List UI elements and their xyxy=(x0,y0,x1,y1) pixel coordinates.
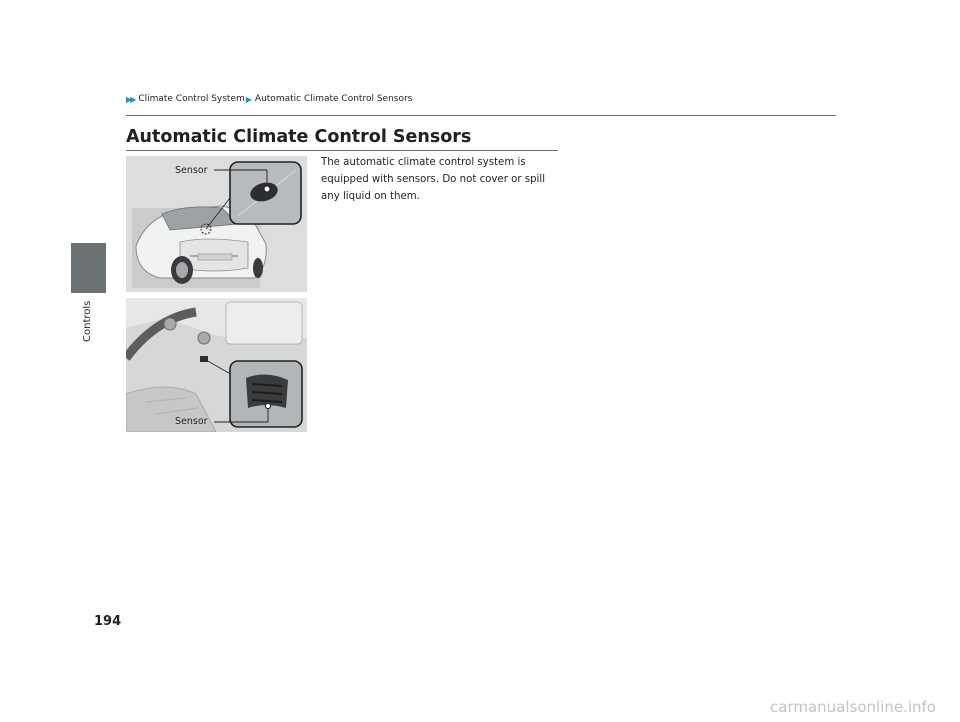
breadcrumb xyxy=(126,94,412,104)
title-divider xyxy=(126,150,558,151)
header-divider xyxy=(126,115,836,116)
page-title: Automatic Climate Control Sensors xyxy=(126,127,472,147)
car-exterior-figure xyxy=(126,156,307,292)
page-number: 194 xyxy=(94,614,122,629)
car-sensor-illustration xyxy=(126,156,307,292)
dashboard-interior-figure xyxy=(126,298,307,432)
section-tab xyxy=(71,243,106,293)
double-arrow-icon: ▶▶ xyxy=(126,94,135,104)
section-label: Controls xyxy=(82,300,93,342)
arrow-icon: ▶ xyxy=(245,94,252,104)
breadcrumb-item-climate-control-system[interactable]: Climate Control System xyxy=(138,94,245,104)
watermark: carmanualsonline.info xyxy=(770,698,936,716)
body-text: The automatic climate control system is equipped with sensors. Do not cover or spill any liquid on them. xyxy=(321,157,546,202)
sensor-label-top: Sensor xyxy=(175,165,208,176)
dashboard-sensor-illustration xyxy=(126,298,307,432)
sensor-label-bottom: Sensor xyxy=(175,416,208,427)
breadcrumb-item-automatic-sensors[interactable]: Automatic Climate Control Sensors xyxy=(254,94,413,104)
